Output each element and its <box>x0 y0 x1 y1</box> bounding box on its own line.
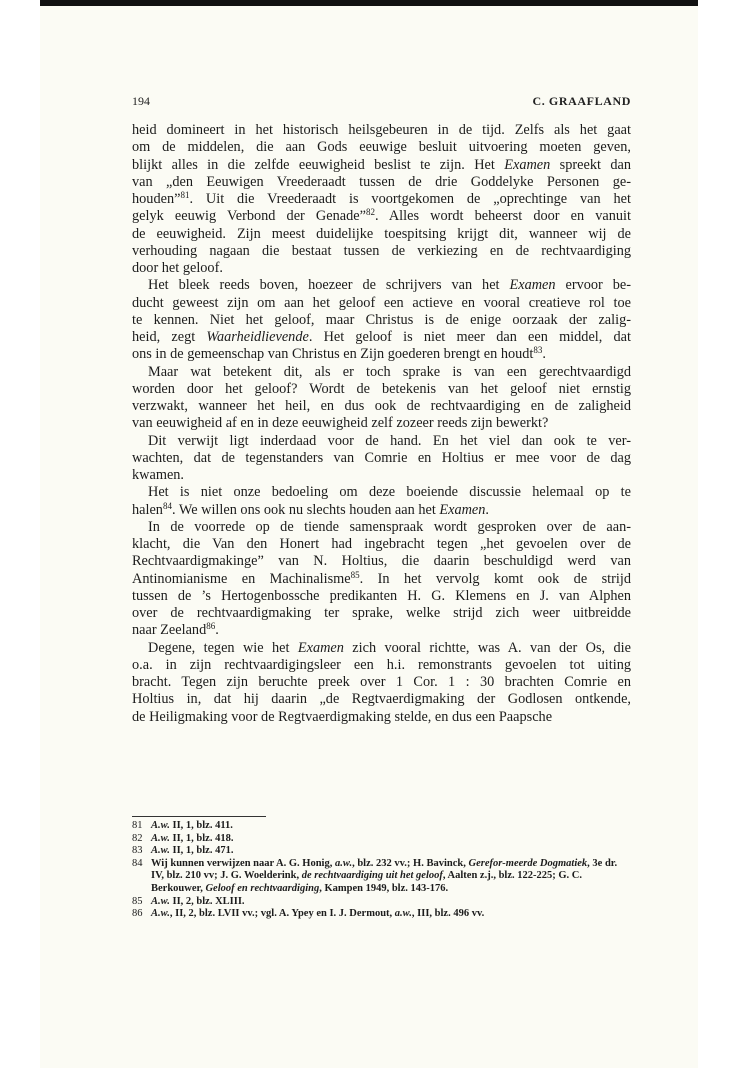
footnote <box>132 908 631 921</box>
page-number: 194 <box>132 94 150 108</box>
body-line: naar Zeeland$^{86}$. <box>132 621 219 639</box>
footnote <box>132 820 631 833</box>
body-line: houden”$^{81}$. Uit die Vreederaadt is voortgekomen de „oprechtinge van het <box>132 190 631 207</box>
body-line: o.a. in zijn rechtvaardigingsleer een h.i. remonstrants gevoelen tot uiting <box>132 656 631 673</box>
body-line: om de middelen, die aan Gods eeuwige besluit uitvoering moeten geven, <box>132 139 631 156</box>
body-line: de eeuwigheid. Zijn meest duidelijke toespitsing krijgt dit, wanneer wij de <box>132 225 631 242</box>
body-line: Dit verwijt ligt inderdaad voor de hand. En het viel dan ook te ver- <box>148 432 631 449</box>
body-line: van „den Eeuwigen Vreederaadt tussen de drie Goddelyke Personen ge- <box>132 173 631 190</box>
body-line: Maar wat betekent dit, als er toch sprake is van een gerechtvaardigd <box>148 363 631 380</box>
body-line: Degene, tegen wie het Examen zich vooral richtte, was A. van der Os, die <box>148 639 631 656</box>
body-line: heid domineert in het historisch heilsgebeuren in de tijd. Zelfs als het gaat <box>132 122 631 138</box>
running-author: C. GRAAFLAND <box>532 94 631 108</box>
footnote-text: A.w. II, 1, blz. 418. <box>151 832 234 844</box>
footnote-number: 82 <box>132 832 143 844</box>
footnote-rule <box>132 816 266 817</box>
body-line: Het bleek reeds boven, hoezeer de schrijvers van het Examen ervoor be- <box>148 277 632 294</box>
body-line: Rechtvaardigmakinge” van N. Holtius, die daarin beschuldigd werd van <box>132 553 631 570</box>
footnote <box>132 833 631 846</box>
footnote-text: A.w. II, 1, blz. 471. <box>151 845 234 857</box>
body-line: bracht. Tegen zijn beruchte preek over 1 Cor. 1 : 30 brachten Comrie en <box>132 674 631 690</box>
body-line: heid, zegt Waarheidlievende. Het geloof is niet meer dan een middel, dat <box>132 329 631 345</box>
body-line: verhouding nagaan die bestaat tussen de verkiezing en de rechtvaardiging <box>132 242 631 259</box>
body-line: worden door het geloof? Wordt de betekenis van het geloof niet ernstig <box>132 380 631 397</box>
footnote-text: A.w., II, 2, blz. LVII vv.; vgl. A. Ypey en I. J. Dermout, a.w., III, blz. 496 vv. <box>151 908 485 920</box>
body-line: blijkt alles in die zelfde eeuwigheid beslist te zijn. Het Examen spreekt dan <box>132 156 631 173</box>
body-line: de Heiligmaking voor de Regtvaerdigmaking stelde, en dus een Paapsche <box>132 708 553 725</box>
body-line: Het is niet onze bedoeling om deze boeiende discussie helemaal op te <box>148 484 631 501</box>
body-line: tussen de ’s Hertogenbossche predikanten H. G. Klemens en J. van Alphen <box>132 587 631 604</box>
footnote <box>132 896 631 909</box>
body-line: In de voorrede op de tiende samenspraak wordt gesproken over de aan- <box>148 518 631 535</box>
body-line: wachten, dat de tegenstanders van Comrie en Holtius er mee voor de dag <box>132 449 631 466</box>
body-line: Antinomianisme en Machinalisme$^{85}$. In het vervolg komt ook de strijd <box>132 569 631 587</box>
body-line: klacht, die Van den Honert had ingebracht tegen „het gevoelen over de <box>132 536 631 552</box>
body-line: verzwakt, wanneer het heil, en dus ook de rechtvaardiging en de zaligheid <box>132 398 631 414</box>
body-line: Holtius in, dat hij daarin „de Regtvaerdigmaking der Godlosen ontkende, <box>132 691 631 708</box>
footnote-number: 81 <box>132 820 143 831</box>
footnote-number: 84 <box>132 857 143 869</box>
footnote-text: A.w. II, 1, blz. 411. <box>151 820 233 831</box>
footnote-text: Wij kunnen verwijzen naar A. G. Honig, a.w., blz. 232 vv.; H. Bavinck, Gerefor-meerde Dogmatiek, 3e dr. IV, blz. 210 vv; J. G. Woelderink, de rechtvaardiging uit het geloof, Aalten z.j., blz. 122-225; G. C. Berkouwer, Geloof en rechtvaardiging, Kampen 1949, blz. 143-176. <box>151 857 618 894</box>
footnotes <box>132 820 631 921</box>
body-line: halen$^{84}$. We willen ons ook nu slechts houden aan het Examen. <box>132 500 489 518</box>
footnote-number: 85 <box>132 895 143 907</box>
running-header <box>132 94 631 110</box>
footnote-text: A.w. II, 2, blz. XLIII. <box>151 895 245 907</box>
body-line: ons in de gemeenschap van Christus en Zijn goederen brengt en houdt$^{83}$. <box>132 345 546 363</box>
body-line: door het geloof. <box>132 260 223 276</box>
footnote <box>132 845 631 858</box>
body-text <box>132 122 631 726</box>
footnote-number: 83 <box>132 845 143 857</box>
footnote <box>132 858 631 896</box>
body-line: ducht geweest zijn om aan het geloof een actieve en vooral creatieve rol toe <box>132 294 631 311</box>
footnote-number: 86 <box>132 908 143 920</box>
body-line: te kennen. Niet het geloof, maar Christus is de enige oorzaak der zalig- <box>132 311 631 328</box>
body-line: kwamen. <box>132 467 185 483</box>
body-line: van eeuwigheid af en in deze eeuwigheid zelf zozeer reeds zijn bewerkt? <box>132 415 549 432</box>
body-line: gelyk eeuwig Verbond der Genade”$^{82}$. Alles wordt beheerst door en vanuit <box>132 207 631 225</box>
body-line: over de rechtvaardigmaking ter sprake, welke strijd zich weer uitbreidde <box>132 605 631 621</box>
